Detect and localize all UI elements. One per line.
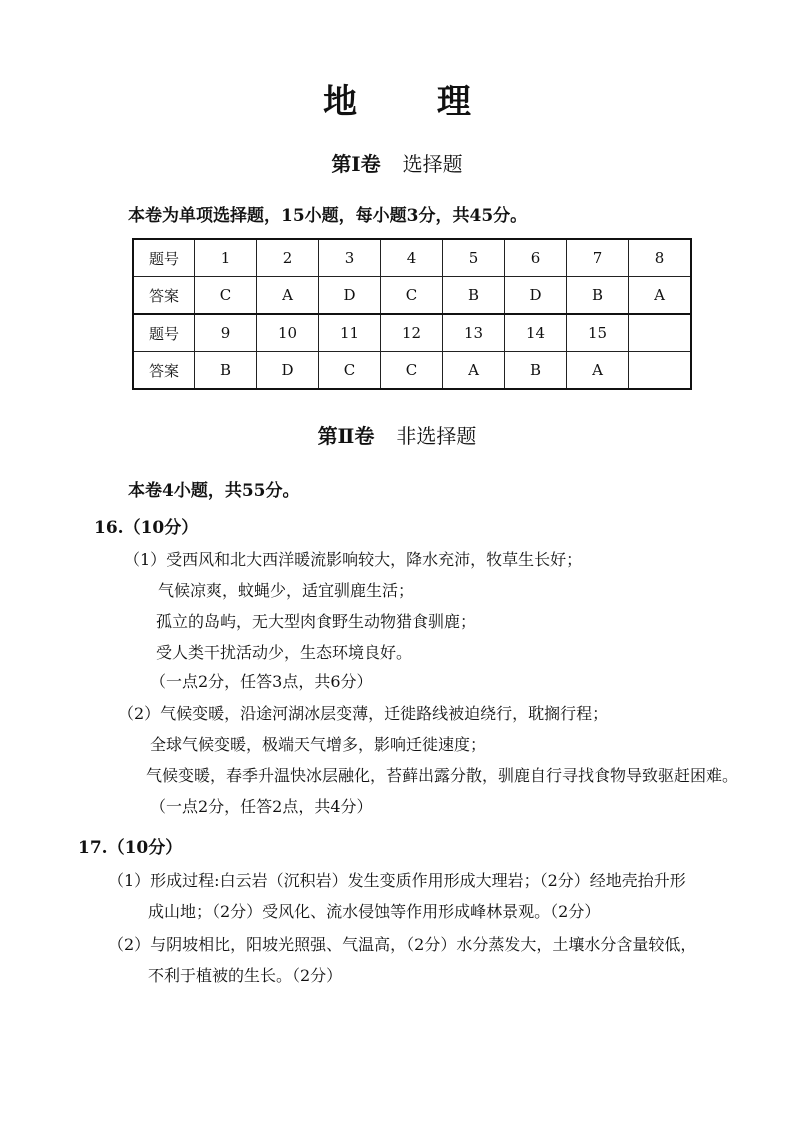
answer-cell: C bbox=[319, 352, 381, 390]
q16-answer-line: （2）气候变暖，沿途河湖冰层变薄，迁徙路线被迫绕行，耽搁行程； bbox=[118, 704, 609, 723]
answer-cell: C bbox=[195, 277, 257, 315]
q16-answer-line: 全球气候变暖，极端天气增多，影响迁徙速度； bbox=[150, 735, 487, 754]
section1-heading bbox=[0, 148, 794, 177]
answer-cell: B bbox=[443, 277, 505, 315]
q16-scoring-note: （一点2分，任答2点，共4分） bbox=[150, 797, 373, 816]
q17-answer-line: （1）形成过程:白云岩（沉积岩）发生变质作用形成大理岩；（2分）经地壳抬升形 bbox=[108, 871, 686, 890]
section1-intro: 本卷为单项选择题，15小题，每小题3分，共45分。 bbox=[128, 206, 528, 226]
row-label: 题号 bbox=[133, 239, 195, 277]
question-number bbox=[629, 314, 692, 352]
q16-scoring-note: （一点2分，任答3点，共6分） bbox=[150, 672, 373, 691]
answer-cell: B bbox=[195, 352, 257, 390]
q16-answer-line: 受人类干扰活动少，生态环境良好。 bbox=[156, 643, 413, 662]
answer-cell: B bbox=[567, 277, 629, 315]
answer-cell bbox=[629, 352, 692, 390]
answer-cell: D bbox=[505, 277, 567, 315]
question-number: 13 bbox=[443, 314, 505, 352]
q17-answer-line: 不利于植被的生长。（2分） bbox=[148, 966, 343, 985]
answer-cell: A bbox=[567, 352, 629, 390]
question-number: 12 bbox=[381, 314, 443, 352]
question-number: 9 bbox=[195, 314, 257, 352]
answer-cell: A bbox=[257, 277, 319, 315]
section1-label: 第Ⅰ卷 bbox=[331, 152, 381, 176]
question-16-title: 16.（10分） bbox=[94, 518, 199, 538]
question-number: 8 bbox=[629, 239, 692, 277]
table-row bbox=[133, 239, 691, 277]
table-row bbox=[133, 277, 691, 315]
answer-cell: B bbox=[505, 352, 567, 390]
question-number: 1 bbox=[195, 239, 257, 277]
table-row bbox=[133, 352, 691, 390]
answer-cell: A bbox=[443, 352, 505, 390]
answer-table bbox=[132, 238, 692, 390]
answer-cell: C bbox=[381, 277, 443, 315]
q16-answer-line: 孤立的岛屿，无大型肉食野生动物猎食驯鹿； bbox=[156, 612, 477, 631]
section2-heading bbox=[0, 420, 794, 449]
section2-label: 第Ⅱ卷 bbox=[317, 424, 375, 448]
question-number: 15 bbox=[567, 314, 629, 352]
question-number: 3 bbox=[319, 239, 381, 277]
question-number: 4 bbox=[381, 239, 443, 277]
answer-cell: D bbox=[257, 352, 319, 390]
q17-answer-line: （2）与阴坡相比，阳坡光照强、气温高，（2分）水分蒸发大，土壤水分含量较低， bbox=[108, 935, 697, 954]
q16-answer-line: （1）受西风和北大西洋暖流影响较大，降水充沛，牧草生长好； bbox=[124, 550, 583, 569]
page-title: 地 理 bbox=[323, 82, 505, 122]
section1-name: 选择题 bbox=[402, 152, 463, 176]
question-number: 2 bbox=[257, 239, 319, 277]
q17-answer-line: 成山地；（2分）受风化、流水侵蚀等作用形成峰林景观。（2分） bbox=[148, 902, 601, 921]
row-label: 题号 bbox=[133, 314, 195, 352]
question-number: 7 bbox=[567, 239, 629, 277]
answer-cell: C bbox=[381, 352, 443, 390]
section2-intro: 本卷4小题，共55分。 bbox=[128, 481, 300, 501]
q16-answer-line: 气候凉爽，蚊蝇少，适宜驯鹿生活； bbox=[158, 581, 415, 600]
answer-cell: D bbox=[319, 277, 381, 315]
table-row bbox=[133, 314, 691, 352]
q16-answer-line: 气候变暖，春季升温快冰层融化，苔藓出露分散，驯鹿自行寻找食物导致驱赶困难。 bbox=[146, 766, 739, 785]
question-number: 10 bbox=[257, 314, 319, 352]
question-number: 14 bbox=[505, 314, 567, 352]
row-label: 答案 bbox=[133, 277, 195, 315]
answer-cell: A bbox=[629, 277, 692, 315]
section2-name: 非选择题 bbox=[396, 424, 477, 448]
question-number: 5 bbox=[443, 239, 505, 277]
question-17-title: 17.（10分） bbox=[78, 838, 183, 858]
question-number: 6 bbox=[505, 239, 567, 277]
row-label: 答案 bbox=[133, 352, 195, 390]
question-number: 11 bbox=[319, 314, 381, 352]
